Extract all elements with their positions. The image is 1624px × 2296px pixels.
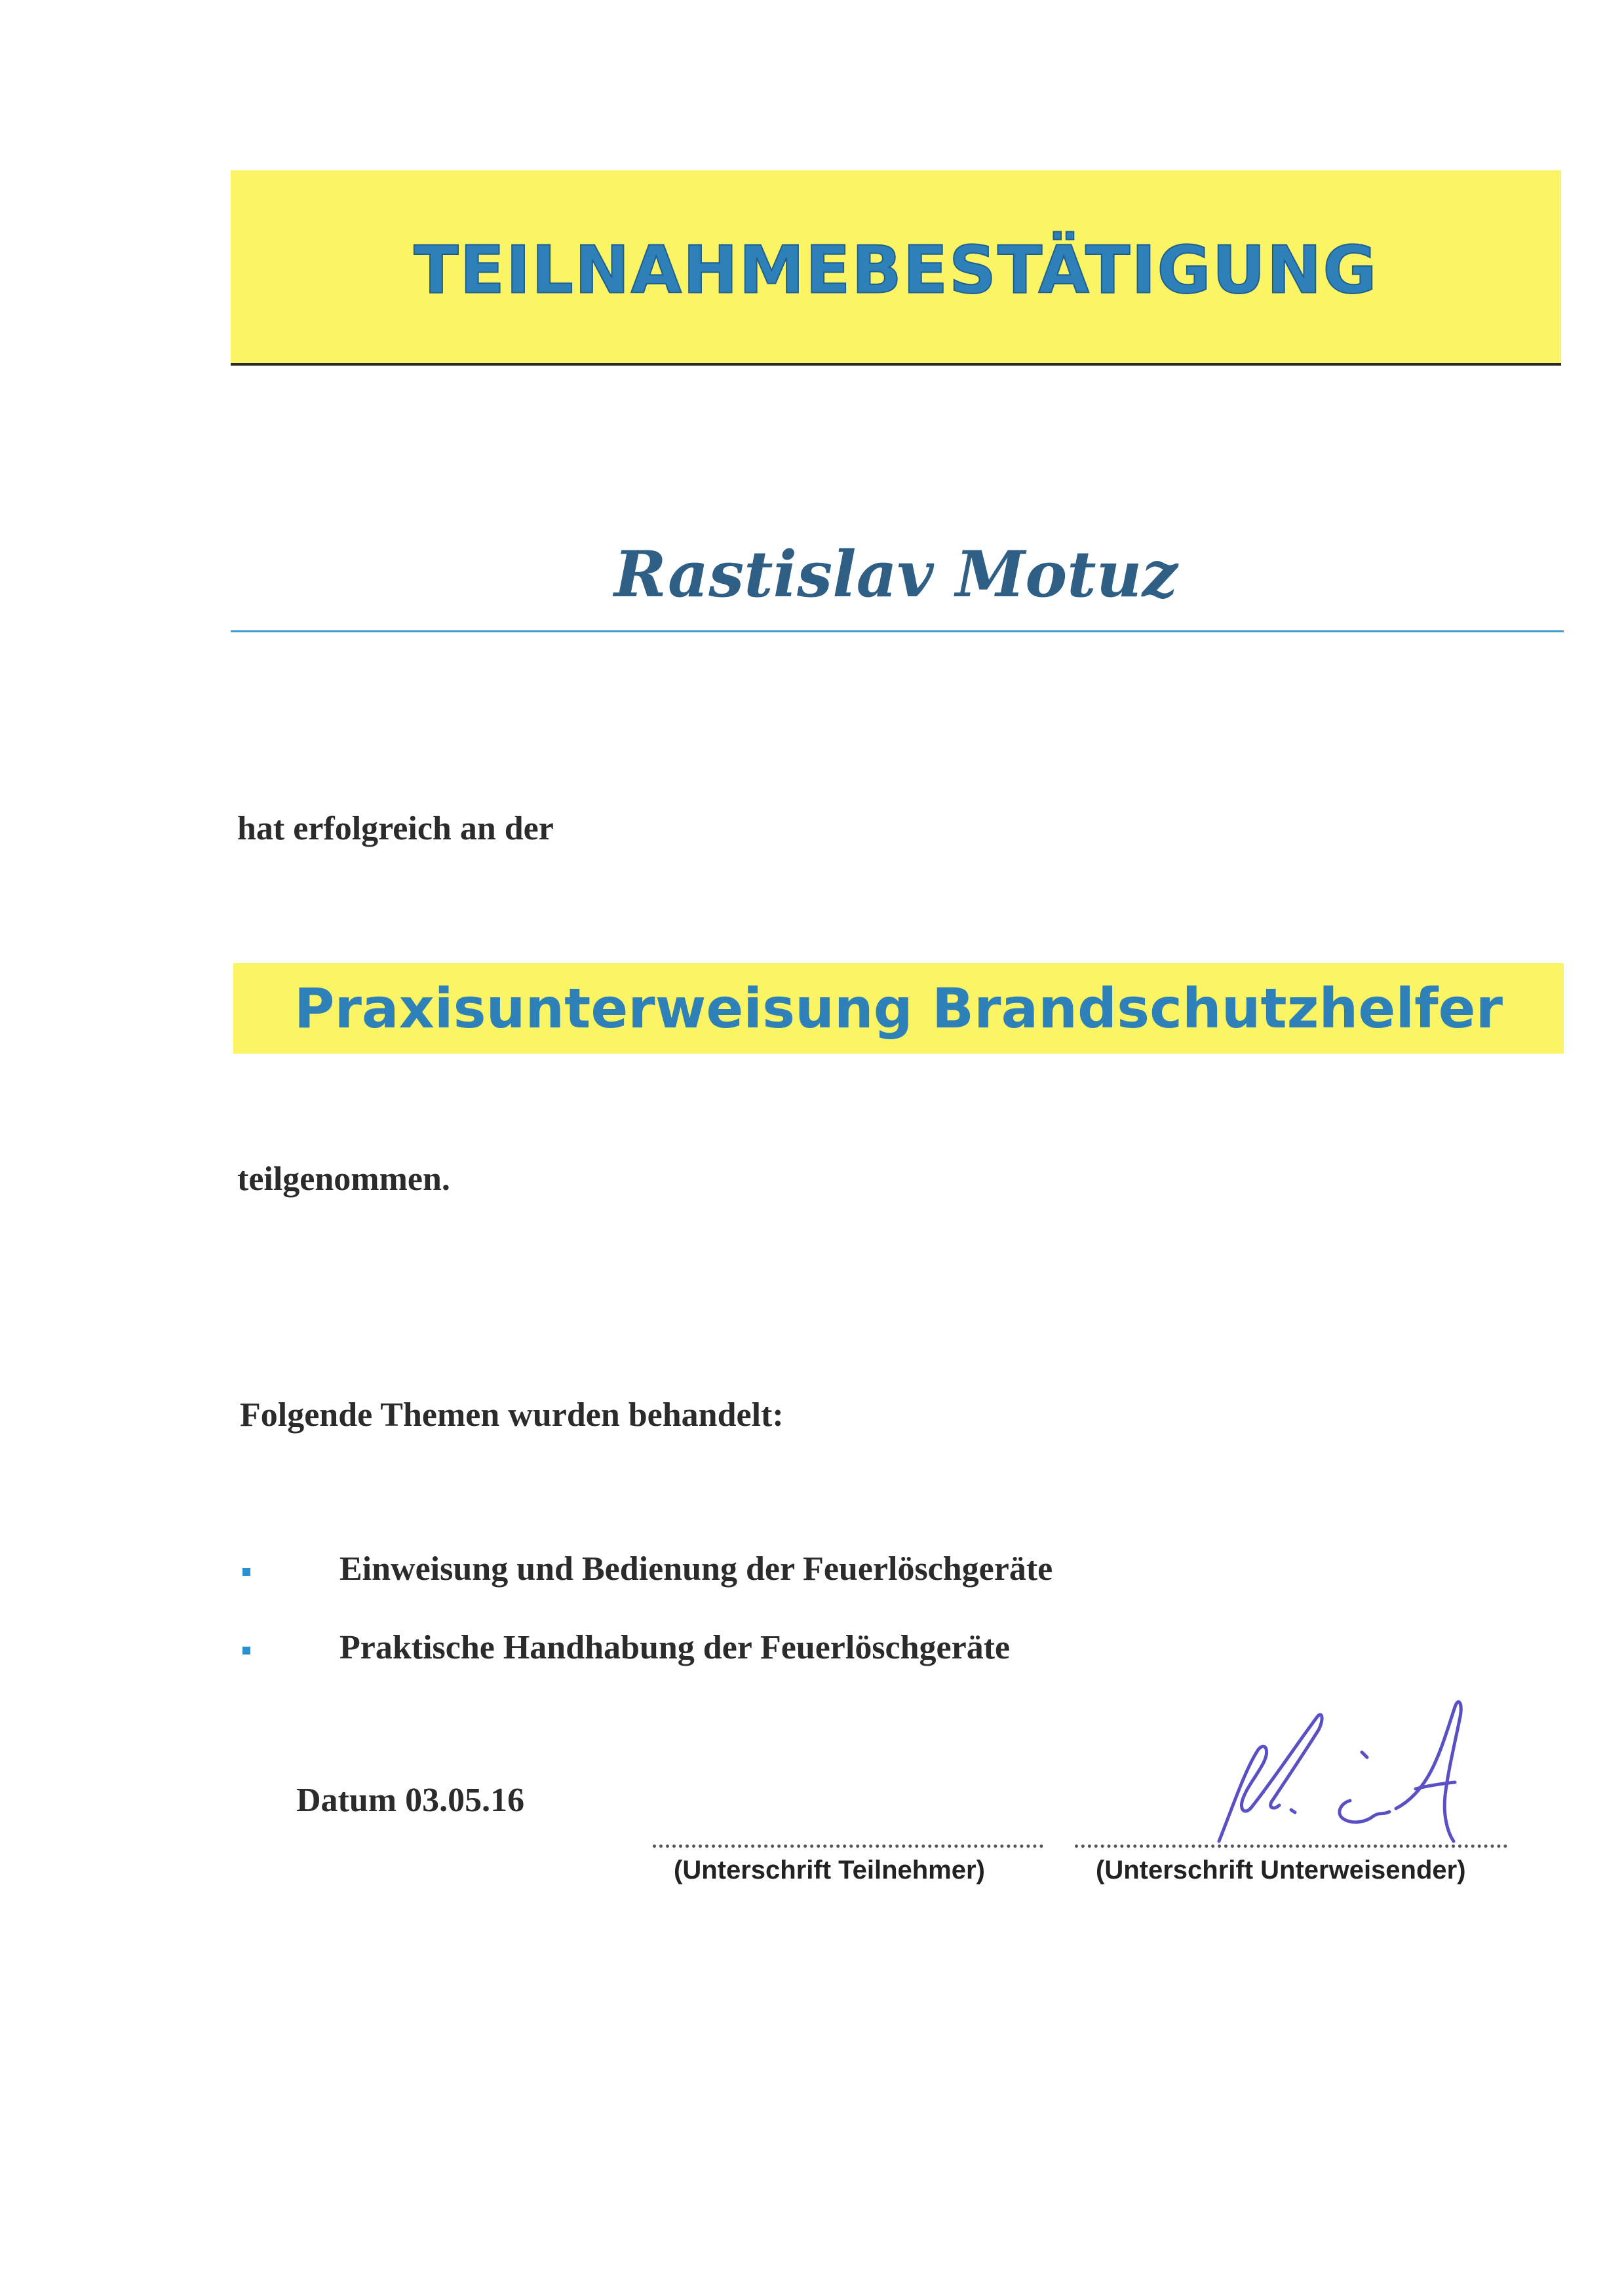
participant-signature-caption: (Unterschrift Teilnehmer) xyxy=(674,1856,985,1885)
topic-label: Praktische Handhabung der Feuerlöschgeräte xyxy=(339,1629,1011,1666)
intro-text: hat erfolgreich an der xyxy=(237,810,554,847)
course-banner xyxy=(233,963,1564,1054)
bullet-icon xyxy=(242,1647,250,1655)
participant-signature-line xyxy=(653,1845,1043,1848)
name-underline xyxy=(231,630,1564,632)
instructor-signature-caption: (Unterschrift Unterweisender) xyxy=(1096,1856,1466,1885)
date-text: Datum 03.05.16 xyxy=(296,1782,525,1819)
handwritten-signature xyxy=(1206,1691,1494,1861)
topic-label: Einweisung und Bedienung der Feuerlöschgeräte xyxy=(339,1550,1053,1588)
participant-name: Rastislav Motuz xyxy=(614,537,1178,611)
title-banner xyxy=(231,170,1561,366)
course-name: Praxisunterweisung Brandschutzhelfer xyxy=(294,976,1503,1041)
certificate-title: TEILNAHMEBESTÄTIGUNG xyxy=(414,231,1378,309)
completion-text: teilgenommen. xyxy=(237,1160,450,1198)
bullet-icon xyxy=(242,1568,250,1576)
topics-heading: Folgende Themen wurden behandelt: xyxy=(240,1396,784,1434)
